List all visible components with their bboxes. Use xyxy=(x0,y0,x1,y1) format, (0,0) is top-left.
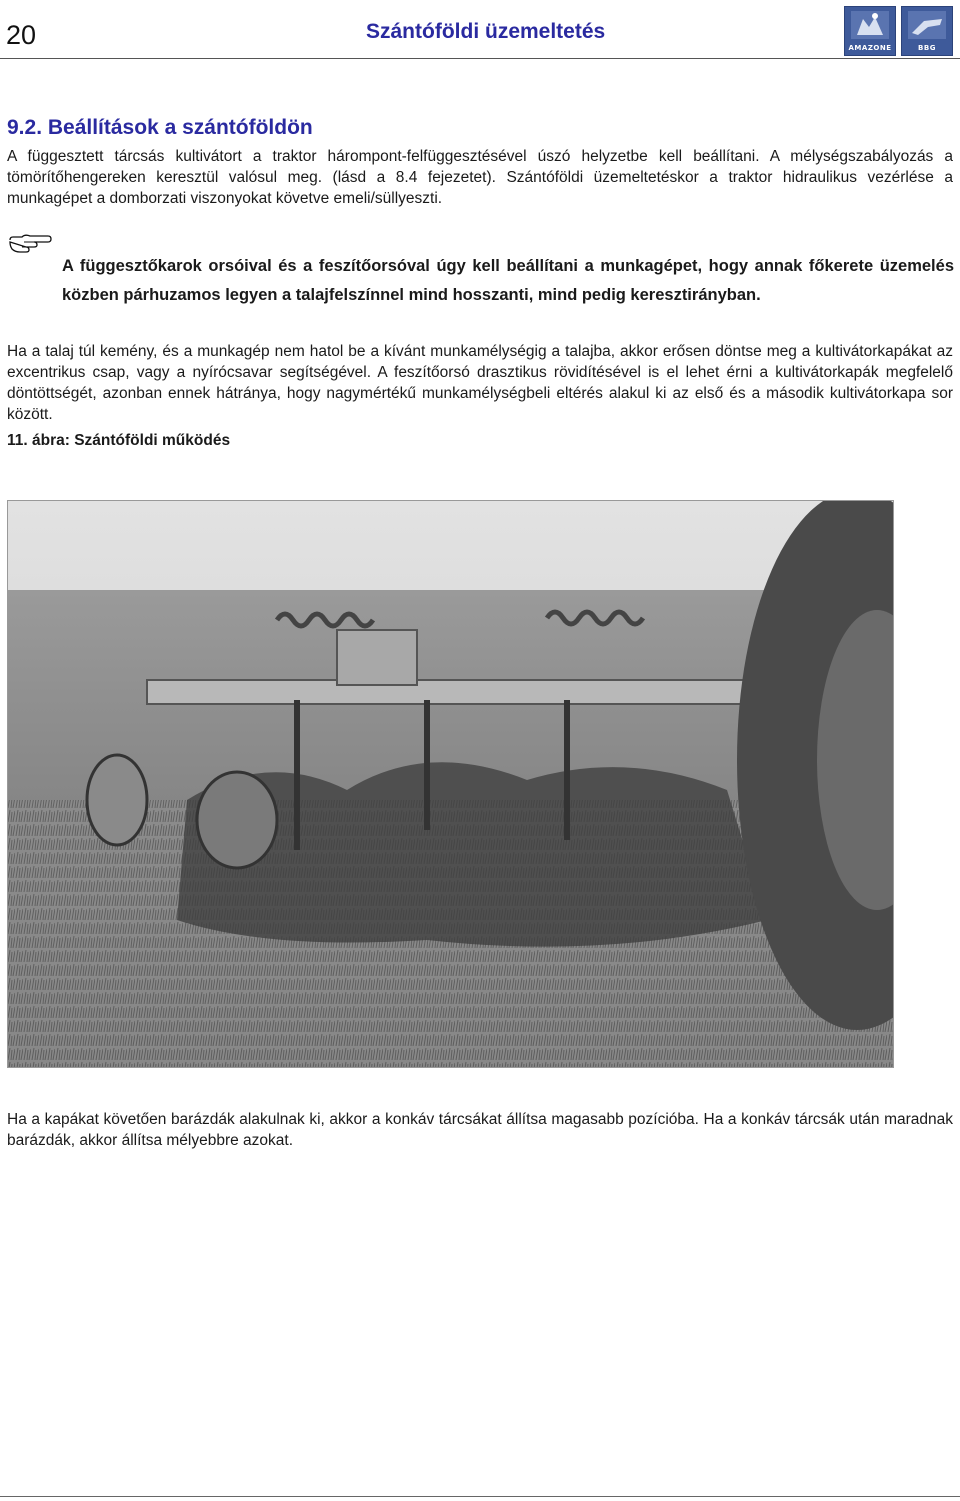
amazone-logo xyxy=(844,6,896,56)
section-heading: 9.2. Beállítások a szántóföldön xyxy=(7,116,313,139)
footer-divider xyxy=(0,1496,960,1497)
bbg-logo-text: BBG xyxy=(918,44,936,52)
pointing-hand-icon xyxy=(8,232,52,256)
paragraph-hard-soil: Ha a talaj túl kemény, és a munkagép nem hatol be a kívánt munkamélységig a talajba, akkor erősen döntse meg a kultivátorkapákat az excentrikus csap, vagy a nyírócsavar segítségével. A feszítőorsó drasztikus rövidítésével is el lehet érni a kultivátorkapák megfelelő döntöttségét, azonban ennek hátránya, hogy nagymértékű munkamélységbeli eltérés alakul ki az első és a második kultivátorkapa sor között. xyxy=(7,343,953,423)
page-number: 20 xyxy=(6,20,37,50)
page-header xyxy=(0,0,960,60)
note-bold: A függesztőkarok orsóival és a feszítőorsóval úgy kell beállítani a munkagépet, hogy annak főkerete üzemelés közben párhuzamos legyen a talajfelszínnel mind hosszanti, mind pedig keresztirányban. xyxy=(62,257,954,304)
amazone-logo-text: AMAZONE xyxy=(848,44,892,52)
figure-caption: 11. ábra: Szántóföldi működés xyxy=(7,432,231,449)
plough-emblem-icon xyxy=(902,7,952,47)
bbg-logo xyxy=(901,6,953,56)
logo-group xyxy=(844,6,955,56)
page-title: Szántóföldi üzemeltetés xyxy=(366,20,606,43)
field-operation-photo xyxy=(7,500,894,1068)
paragraph-furrows: Ha a kapákat követően barázdák alakulnak ki, akkor a konkáv tárcsákat állítsa magasabb pozícióba. Ha a konkáv tárcsák után maradnak barázdák, akkor állítsa mélyebbre azokat. xyxy=(7,1111,953,1149)
paragraph-intro: A függesztett tárcsás kultivátort a traktor hárompont-felfüggesztésével úszó helyzetbe kell beállítani. A mélységszabályozás a tömörítőhengereken keresztül valósul meg. (lásd a 8.4 fejezetet). Szántóföldi üzemeltetéskor a traktor hidraulikus vezérlése a munkagépet a domborzati viszonyokat követve emeli/süllyeszti. xyxy=(7,148,953,207)
amazone-emblem-icon xyxy=(845,7,895,47)
header-divider xyxy=(0,58,960,59)
